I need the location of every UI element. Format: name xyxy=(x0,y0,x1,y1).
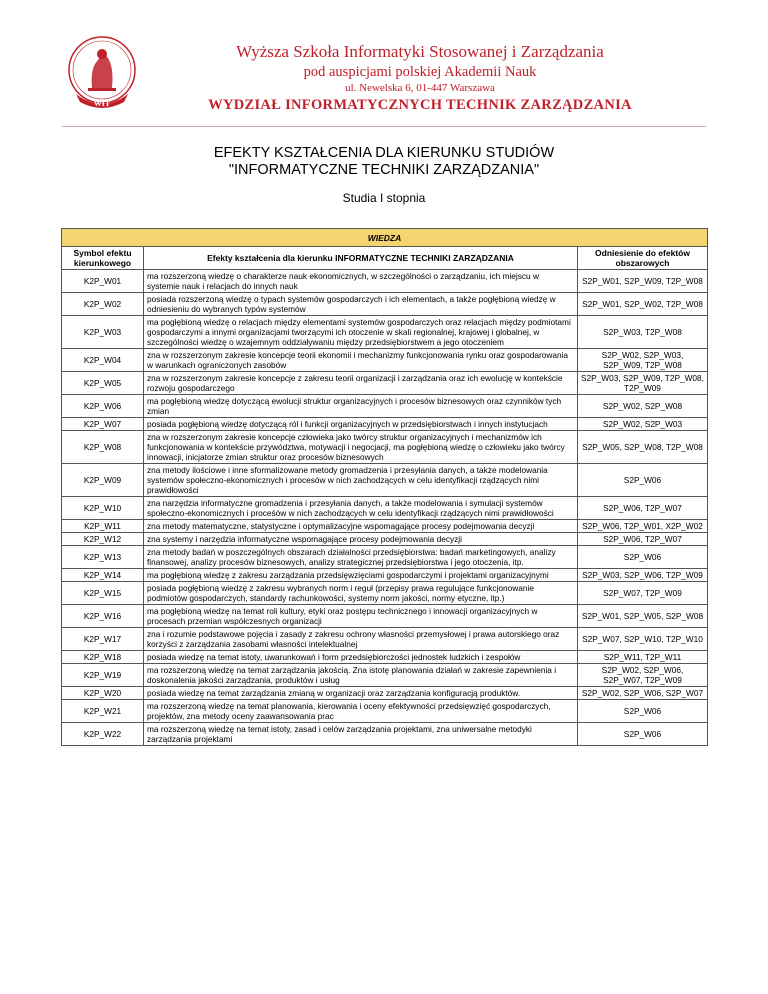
logo-text: WIT xyxy=(93,99,111,108)
section-header: WIEDZA xyxy=(62,229,708,247)
table-row xyxy=(62,651,708,664)
symbol-cell: K2P_W05 xyxy=(62,372,144,395)
reference-cell: S2P_W02, S2P_W08 xyxy=(577,395,707,418)
description-cell: posiada pogłębioną wiedzę dotyczącą ról i funkcji organizacyjnych w przedsiębiorstwach i innych instytucjach xyxy=(144,418,578,431)
symbol-cell: K2P_W02 xyxy=(62,293,144,316)
symbol-cell: K2P_W15 xyxy=(62,582,144,605)
reference-cell: S2P_W07, T2P_W09 xyxy=(577,582,707,605)
description-cell: ma rozszerzoną wiedzę o charakterze nauk ekonomicznych, w szczególności o zarządzaniu, ich miejscu w systemie nauk i relacjach do innych nauk xyxy=(144,270,578,293)
reference-cell: S2P_W06 xyxy=(577,723,707,746)
address-line: ul. Newelska 6, 01-447 Warszawa xyxy=(345,82,495,94)
title-line-2: "INFORMATYCZNE TECHNIKI ZARZĄDZANIA" xyxy=(228,162,540,178)
reference-cell: S2P_W07, S2P_W10, T2P_W10 xyxy=(577,628,707,651)
symbol-cell: K2P_W03 xyxy=(62,316,144,349)
table-row xyxy=(62,582,708,605)
reference-cell: S2P_W06 xyxy=(577,464,707,497)
reference-cell: S2P_W03, T2P_W08 xyxy=(577,316,707,349)
reference-cell: S2P_W03, S2P_W09, T2P_W08, T2P_W09 xyxy=(577,372,707,395)
reference-cell: S2P_W02, S2P_W06, S2P_W07, T2P_W09 xyxy=(577,664,707,687)
university-logo xyxy=(62,30,142,114)
description-cell: posiada wiedzę na temat zarządzania zmianą w organizacji oraz zarządzania konfiguracją produktów. xyxy=(144,687,578,700)
description-cell: zna w rozszerzonym zakresie koncepcje człowieka jako twórcy struktur organizacyjnych i mechanizmów ich funkcjonowania w kontekście przywództwa, motywacji i negocjacji, ma pogłębioną wiedzę o człowieku jako twórcy innowacji, inicjatorze zmian struktur oraz procesów biznesowych xyxy=(144,431,578,464)
symbol-cell: K2P_W20 xyxy=(62,687,144,700)
symbol-cell: K2P_W13 xyxy=(62,546,144,569)
description-cell: ma rozszerzoną wiedzę na temat istoty, zasad i celów zarządzania projektami, zna uniwersalne metodyki zarządzania projektami xyxy=(144,723,578,746)
table-row xyxy=(62,372,708,395)
description-cell: posiada pogłębioną wiedzę z zakresu wybranych norm i reguł (przepisy prawa regulujące funkcjonowanie podmiotów gospodarczych, standardy rachunkowości, systemy norm jakości, normy etyczne, itp.) xyxy=(144,582,578,605)
table-row xyxy=(62,569,708,582)
reference-cell: S2P_W11, T2P_W11 xyxy=(577,651,707,664)
symbol-cell: K2P_W16 xyxy=(62,605,144,628)
reference-cell: S2P_W02, S2P_W03 xyxy=(577,418,707,431)
reference-cell: S2P_W01, S2P_W05, S2P_W08 xyxy=(577,605,707,628)
table-row xyxy=(62,293,708,316)
description-cell: posiada rozszerzoną wiedzę o typach systemów gospodarczych i ich elementach, a także pogłębioną wiedzę w odniesieniu do wybranych typów systemów xyxy=(144,293,578,316)
description-cell: ma pogłębioną wiedzę z zakresu zarządzania przedsięwzięciami gospodarczymi i projektami organizacyjnymi xyxy=(144,569,578,582)
symbol-cell: K2P_W08 xyxy=(62,431,144,464)
table-row xyxy=(62,605,708,628)
table-row xyxy=(62,349,708,372)
table-row xyxy=(62,520,708,533)
description-cell: ma rozszerzoną wiedzę na temat zarządzania jakością. Zna istotę planowania działań w zakresie zapewnienia i doskonalenia jakości zarządzania, produktów i usług xyxy=(144,664,578,687)
table-row xyxy=(62,431,708,464)
symbol-cell: K2P_W10 xyxy=(62,497,144,520)
symbol-cell: K2P_W14 xyxy=(62,569,144,582)
reference-cell: S2P_W01, S2P_W02, T2P_W08 xyxy=(577,293,707,316)
description-cell: zna metody badań w poszczególnych obszarach działalności przedsiębiorstwa: badań marketingowych, analizy finansowej, analizy procesów biznesowych, analizy strategicznej przedsiębiorstwa i jego otoczenia, itp. xyxy=(144,546,578,569)
description-cell: ma pogłębioną wiedzę dotyczącą ewolucji struktur organizacyjnych i procesów biznesowych oraz czynników tych zmian xyxy=(144,395,578,418)
col-reference-header: Odniesienie do efektów obszarowych xyxy=(577,247,707,270)
symbol-cell: K2P_W12 xyxy=(62,533,144,546)
description-cell: zna metody matematyczne, statystyczne i optymalizacyjne wspomagające procesy podejmowania decyzji xyxy=(144,520,578,533)
description-cell: ma pogłębioną wiedzę na temat roli kultury, etyki oraz postępu technicznego i innowacji organizacyjnych w procesach przemian współczesnych organizacji xyxy=(144,605,578,628)
outcomes-table xyxy=(61,228,708,746)
university-name: Wyższa Szkoła Informatyki Stosowanej i Zarządzania xyxy=(236,42,604,61)
letterhead xyxy=(0,0,768,130)
symbol-cell: K2P_W04 xyxy=(62,349,144,372)
table-row xyxy=(62,687,708,700)
table-body xyxy=(62,270,708,746)
reference-cell: S2P_W06, T2P_W07 xyxy=(577,533,707,546)
symbol-cell: K2P_W22 xyxy=(62,723,144,746)
description-cell: zna metody ilościowe i inne sformalizowane metody gromadzenia i przesyłania danych, a także modelowania systemów społeczno-ekonomicznych i procesów w nich zachodzących w celu identyfikacji rządzących nimi prawidłowości xyxy=(144,464,578,497)
table-row xyxy=(62,418,708,431)
symbol-cell: K2P_W09 xyxy=(62,464,144,497)
symbol-cell: K2P_W06 xyxy=(62,395,144,418)
reference-cell: S2P_W01, S2P_W09, T2P_W08 xyxy=(577,270,707,293)
symbol-cell: K2P_W07 xyxy=(62,418,144,431)
table-row xyxy=(62,316,708,349)
description-cell: ma rozszerzoną wiedzę na temat planowania, kierowania i oceny efektywności przedsięwzięć gospodarczych, projektów, zna metody oceny zaawansowania prac xyxy=(144,700,578,723)
reference-cell: S2P_W06 xyxy=(577,700,707,723)
table-row xyxy=(62,628,708,651)
col-outcome-header: Efekty kształcenia dla kierunku INFORMATYCZNE TECHNIKI ZARZĄDZANIA xyxy=(144,247,578,270)
table-row xyxy=(62,533,708,546)
document-title xyxy=(0,145,768,179)
table-row xyxy=(62,395,708,418)
description-cell: zna narzędzia informatyczne gromadzenia i przesyłania danych, a także modelowania i symulacji systemów społeczno-ekonomicznych i proceśów w nich zachodzących w celu identyfikacji rządzących nimi prawidłowości xyxy=(144,497,578,520)
reference-cell: S2P_W02, S2P_W03, S2P_W09, T2P_W08 xyxy=(577,349,707,372)
header-divider xyxy=(62,126,706,127)
table-row xyxy=(62,464,708,497)
description-cell: zna systemy i narzędzia informatyczne wspomagające procesy podejmowania decyzji xyxy=(144,533,578,546)
symbol-cell: K2P_W21 xyxy=(62,700,144,723)
study-level: Studia I stopnia xyxy=(342,191,426,205)
table-row xyxy=(62,700,708,723)
reference-cell: S2P_W02, S2P_W06, S2P_W07 xyxy=(577,687,707,700)
reference-cell: S2P_W06 xyxy=(577,546,707,569)
symbol-cell: K2P_W19 xyxy=(62,664,144,687)
reference-cell: S2P_W06, T2P_W01, X2P_W02 xyxy=(577,520,707,533)
faculty-name: WYDZIAŁ INFORMATYCZNYCH TECHNIK ZARZĄDZANIA xyxy=(208,97,632,113)
description-cell: posiada wiedzę na temat istoty, uwarunkowań i form przedsiębiorczości jednostek ludzkich i zespołów xyxy=(144,651,578,664)
symbol-cell: K2P_W18 xyxy=(62,651,144,664)
reference-cell: S2P_W03, S2P_W06, T2P_W09 xyxy=(577,569,707,582)
symbol-cell: K2P_W01 xyxy=(62,270,144,293)
symbol-cell: K2P_W11 xyxy=(62,520,144,533)
reference-cell: S2P_W05, S2P_W08, T2P_W08 xyxy=(577,431,707,464)
table-row xyxy=(62,497,708,520)
col-symbol-header: Symbol efektu kierunkowego xyxy=(62,247,144,270)
description-cell: zna w rozszerzonym zakresie koncepcje teorii ekonomii i mechanizmy funkcjonowania rynku oraz gospodarowania w warunkach ograniczonych zasobów xyxy=(144,349,578,372)
auspices-line: pod auspicjami polskiej Akademii Nauk xyxy=(303,64,537,80)
title-line-1: EFEKTY KSZTAŁCENIA DLA KIERUNKU STUDIÓW xyxy=(213,145,555,161)
table-row xyxy=(62,723,708,746)
description-cell: zna i rozumie podstawowe pojęcia i zasady z zakresu ochrony własności przemysłowej i prawa autorskiego oraz korzyści z zarządzania zasobami własności intelektualnej xyxy=(144,628,578,651)
table-row xyxy=(62,270,708,293)
description-cell: ma pogłębioną wiedzę o relacjach między elementami systemów gospodarczych oraz relacjach między podmiotami gospodarczymi a innymi organizacjami tworzącymi ich otoczenie w skali regionalnej, krajowej i globalnej, w szczególności wiedzę o wzajemnym oddziaływaniu między przedsiębiorstwem a jego otoczeniem xyxy=(144,316,578,349)
table-row xyxy=(62,546,708,569)
symbol-cell: K2P_W17 xyxy=(62,628,144,651)
reference-cell: S2P_W06, T2P_W07 xyxy=(577,497,707,520)
table-row xyxy=(62,664,708,687)
description-cell: zna w rozszerzonym zakresie koncepcje z zakresu teorii organizacji i zarządzania oraz ich ewolucję w kontekście rozwoju gospodarczego xyxy=(144,372,578,395)
